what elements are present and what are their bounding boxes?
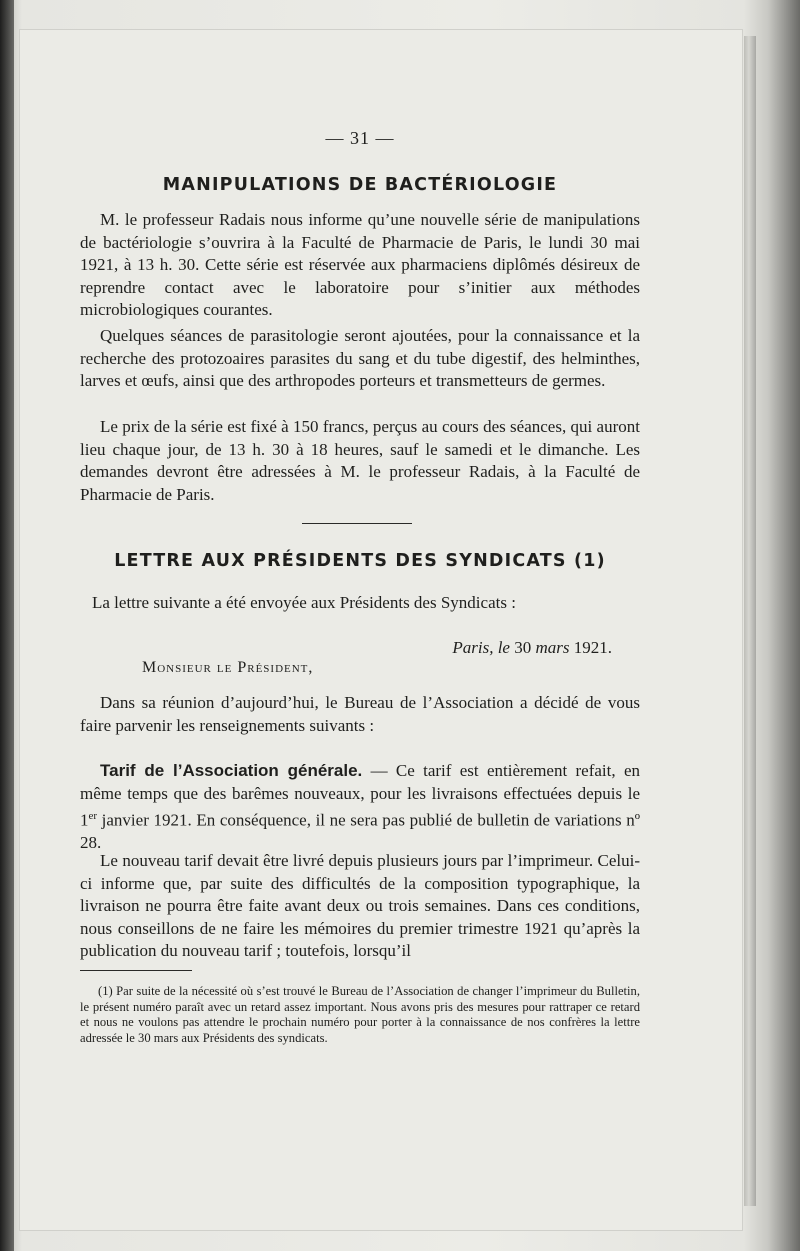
paragraph-nouveau-tarif: Le nouveau tarif devait être livré depuis plusieurs jours par l’imprimeur. Celui-ci informe que, par suite des difficultés de la composition typographique, la livraison ne pourra être faite avant deux ou trois semaines. Dans ces conditions, nous conseillons de ne faire les mémoires du premier trimestre 1921 qu’après la publication du nouveau tarif ; toutefois, lorsqu’il [80, 851, 640, 961]
section-title-lettre: LETTRE AUX PRÉSIDENTS DES SYNDICATS (1) [114, 551, 606, 571]
section-divider [302, 523, 412, 524]
page-stack-edge [744, 36, 756, 1206]
date-day: 30 [514, 638, 532, 657]
section-title-bacteriologie: MANIPULATIONS DE BACTÉRIOLOGIE [162, 175, 558, 195]
footnote-rule [80, 970, 192, 971]
letter-salutation: Monsieur le Président, [142, 659, 314, 676]
tarif-superscript: er [88, 810, 98, 823]
date-month: mars [535, 638, 570, 657]
letter-intro: La lettre suivante a été envoyée aux Présidents des Syndicats : [92, 593, 516, 612]
tarif-heading: Tarif de l’Association générale. [100, 761, 363, 780]
page-number: — 31 — [325, 128, 395, 148]
footnote: (1) Par suite de la nécessité où s’est trouvé le Bureau de l’Association de changer l’imprimeur du Bulletin, le présent numéro paraît avec un retard assez important. Nous avons pris des mesures pour rattraper ce retard et nous ne voulons pas attendre le prochain numéro pour porter à la connaissance de nos confrères la lettre adressée le 30 mars aux Présidents des syndicats. [80, 984, 640, 1045]
paragraph-bacteriologie-3: Le prix de la série est fixé à 150 francs, perçus au cours des séances, qui auront lieu chaque jour, de 13 h. 30 à 18 heures, sauf le samedi et le dimanche. Les demandes devront être adressées à M. le professeur Radais, à la Faculté de Pharmacie de Paris. [80, 417, 640, 504]
tarif-text-a: — Ce tarif est entièrement refait, en même temps que des barêmes nouveaux, pour les livraisons effectuées depuis le 1 [80, 761, 640, 830]
date-place: Paris, le [452, 638, 510, 657]
tarif-text-b: janvier 1921. En conséquence, il ne sera pas publié de bulletin de variations nº 28. [80, 810, 640, 853]
date-year: 1921. [573, 638, 612, 657]
paragraph-bacteriologie-2: Quelques séances de parasitologie seront ajoutées, pour la connaissance et la recherche des protozoaires parasites du sang et du tube digestif, des helminthes, larves et œufs, ainsi que des arthropodes porteurs et transmetteurs de germes. [80, 326, 640, 391]
letter-opening: Dans sa réunion d’aujourd’hui, le Bureau de l’Association a décidé de vous faire parvenir les renseignements suivants : [80, 693, 640, 735]
paragraph-bacteriologie-1: M. le professeur Radais nous informe qu’une nouvelle série de manipulations de bactériologie s’ouvrira à la Faculté de Pharmacie de Paris, le lundi 30 mai 1921, à 13 h. 30. Cette série est réservée aux pharmaciens diplômés désireux de reprendre contact avec le laboratoire pour s’initier aux méthodes microbiologiques courantes. [80, 210, 640, 320]
letter-date [452, 638, 612, 658]
binding-edge [0, 0, 14, 1251]
paragraph-tarif [80, 760, 640, 855]
